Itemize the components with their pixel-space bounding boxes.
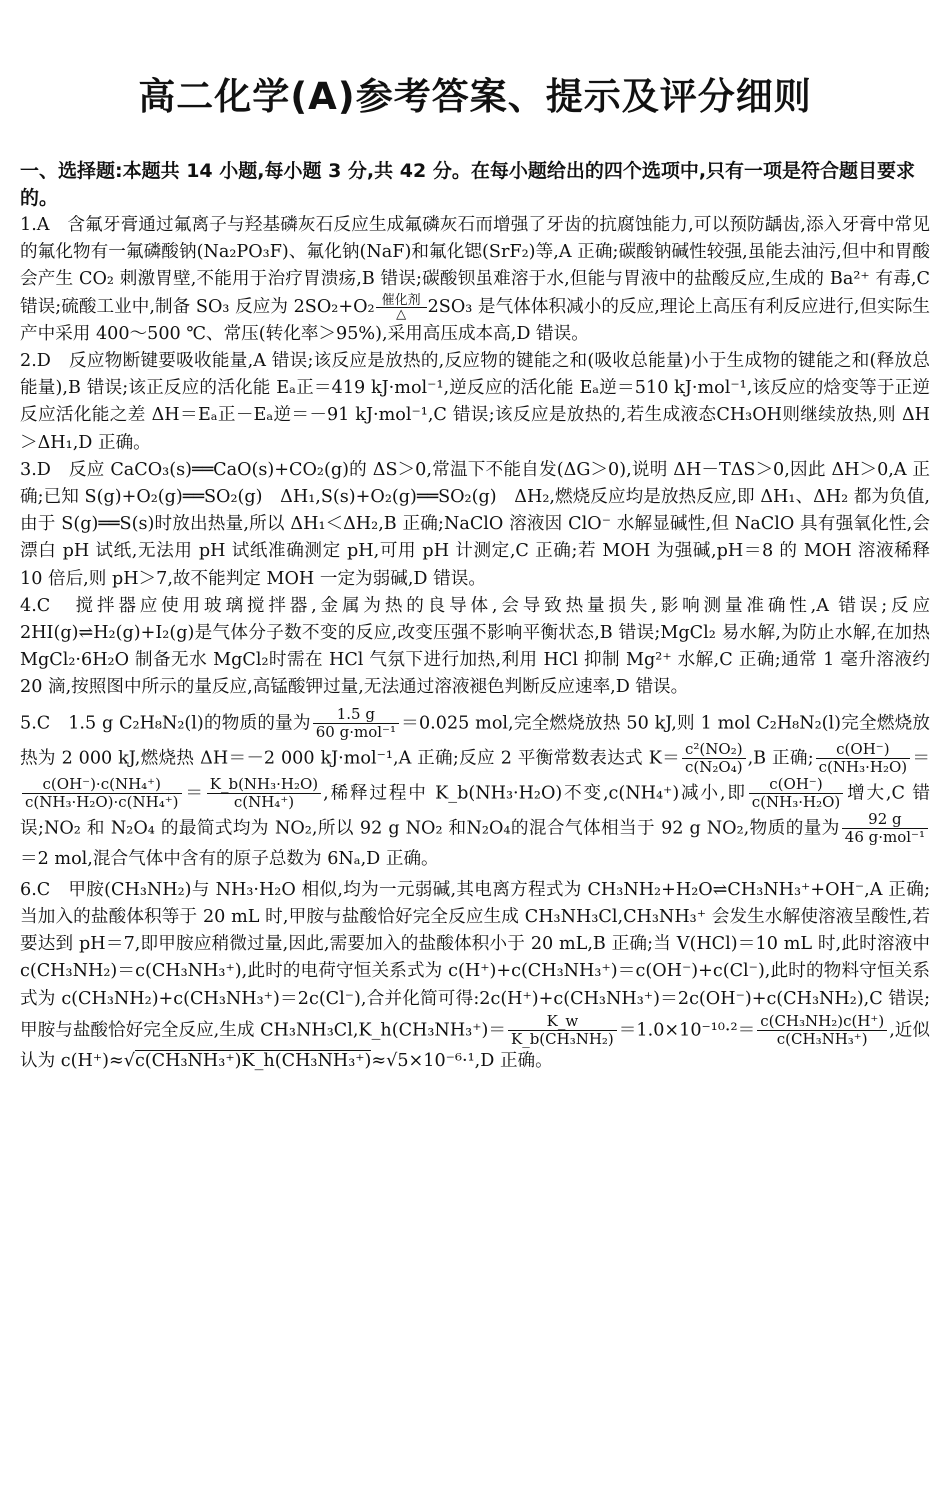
answer-item-1 [20,212,930,348]
fraction [207,776,321,811]
answer-1-text-a: 1.A 含氟牙膏通过氟离子与羟基磷灰石反应生成氟磷灰石而增强了牙齿的抗腐蚀能力,可以预防龋齿,添入牙膏中常见的氟化物有一氟磷酸钠(Na₂PO₃F)、氟化钠(NaF)和氟化锶(SrF₂)等,A 正确;碳酸钠碱性较强,虽能去油污,但中和胃酸会产生 CO₂ 刺激胃壁,不能用于治疗胃溃疡,B 错误;碳酸钡虽难溶于水,但能与胃液中的盐酸反应,生成的 Ba²⁺ 有毒,C 错误;硫酸工业中,制备 SO₃ 反应为 2SO₂+O₂ [20,215,930,317]
fraction-denominator: c(NH₃·H₂O)·c(NH₄⁺) [25,792,179,811]
fraction [682,741,746,776]
fraction-numerator: 92 g [842,811,928,829]
fraction-denominator: c(NH₃·H₂O) [818,757,908,776]
fraction-denominator: c(N₂O₄) [685,757,743,776]
fraction [816,741,910,776]
answer-6-text-b: ＝1.0×10⁻¹⁰·²＝ [618,1020,756,1041]
fraction-numerator: c(CH₃NH₂)c(H⁺) [757,1013,887,1031]
answer-6-text-a: 6.C 甲胺(CH₃NH₂)与 NH₃·H₂O 相似,均为一元弱碱,其电离方程式为 CH₃NH₂+H₂O⇌CH₃NH₃⁺+OH⁻,A 正确;当加入的盐酸体积等于 20 mL 时,甲胺与盐酸恰好完全反应生成 CH₃NH₃Cl,CH₃NH₃⁺ 会发生水解使溶液呈酸性,若要达到 pH＝7,即甲胺应稍微过量,因此,需要加入的盐酸体积小于 20 mL,B 正确;当 V(HCl)＝10 mL 时,此时溶液中 c(CH₃NH₂)＝c(CH₃NH₃⁺),此时的电荷守恒关系式为 c(H⁺)+c(CH₃NH₃⁺)＝c(OH⁻)+c(Cl⁻),此时的物料守恒关系式为 c(CH₃NH₂)+c(CH₃NH₃⁺)＝2c(Cl⁻),合并化简可得:2c(H⁺)+c(CH₃NH₃⁺)＝2c(OH⁻)+c(CH₃NH₂),C 错误;甲胺与盐酸恰好完全反应,生成 CH₃NH₃Cl,K_h(CH₃NH₃⁺)＝ [20,879,930,1041]
fraction [313,706,399,741]
catalyst-arrow [376,294,427,321]
fraction-denominator: 60 g·mol⁻¹ [315,722,396,741]
page-title: 高二化学(A)参考答案、提示及评分细则 [138,75,812,118]
square-root-content: c(CH₃NH₃⁺)K_h(CH₃NH₃⁺) [134,1050,372,1071]
equals-sign: ＝ [183,783,205,804]
fraction [749,776,843,811]
fraction-numerator: 1.5 g [313,706,399,724]
answer-5-text-f: ＝2 mol,混合气体中含有的原子总数为 6Nₐ,D 正确。 [20,848,439,869]
answer-5-text-d: ,稀释过程中 K_b(NH₃·H₂O)不变,c(NH₄⁺)减小,即 [323,783,747,804]
equals-sign: ＝ [912,748,930,769]
fraction-denominator: c(NH₃·H₂O) [751,792,841,811]
answer-5-text-b: ＝0.025 mol,完全燃烧放热 50 kJ,则 1 mol C₂H₈N₂(l)完全燃烧放热为 2 000 kJ,燃烧热 ΔH＝－2 000 kJ·mol⁻¹,A 正确;反应 2 平衡常数表达式 K＝ [20,713,931,769]
fraction-numerator: c²(NO₂) [682,741,746,759]
fraction-denominator: 46 g·mol⁻¹ [844,827,925,846]
answer-item-2: 2.D 反应物断键要吸收能量,A 错误;该反应是放热的,反应物的键能之和(吸收总能量)小于生成物的键能之和(释放总能量),B 错误;该正反应的活化能 Eₐ正＝419 kJ·mol⁻¹,逆反应的活化能 Eₐ逆＝510 kJ·mol⁻¹,该反应的焓变等于正逆反应活化能之差 ΔH＝Eₐ正－Eₐ逆＝－91 kJ·mol⁻¹,C 错误;该反应是放热的,若生成液态CH₃OH则继续放热,则 ΔH＞ΔH₁,D 正确。 [20,351,930,453]
fraction-numerator: c(OH⁻) [749,776,843,794]
catalyst-label: 催化剂 [376,294,427,308]
fraction-denominator: K_b(CH₃NH₂) [510,1029,614,1048]
fraction-denominator: c(CH₃NH₃⁺) [776,1029,868,1048]
answer-list [20,212,930,1075]
fraction [757,1013,887,1048]
fraction [508,1013,617,1048]
fraction-denominator: c(NH₄⁺) [233,792,295,811]
answer-1-text-b: 2SO₃ 是气体体积减小的反应,理论上高压有利反应进行,但实际生产中采用 400～500 ℃、常压(转化率＞95%),采用高压成本高,D 错误。 [20,296,930,344]
answer-item-3: 3.D 反应 CaCO₃(s)══CaO(s)+CO₂(g)的 ΔS＞0,常温下不能自发(ΔG＞0),说明 ΔH－TΔS＞0,因此 ΔH＞0,A 正确;已知 S(g)+O₂(g)══SO₂(g) ΔH₁,S(s)+O₂(g)══SO₂(g) ΔH₂,燃烧反应均是放热反应,即 ΔH₁、ΔH₂ 都为负值,由于 S(g)══S(s)时放出热量,所以 ΔH₁＜ΔH₂,B 正确;NaClO 溶液因 ClO⁻ 水解显碱性,但 NaClO 具有强氧化性,会漂白 pH 试纸,无法用 pH 试纸准确测定 pH,可用 pH 计测定,C 正确;若 MOH 为强碱,pH＝8 的 MOH 溶液稀释 10 倍后,则 pH＞7,故不能判定 MOH 一定为弱碱,D 错误。 [20,459,930,589]
answer-item-6 [20,877,930,1075]
answer-item-5 [20,706,930,873]
fraction-numerator: K_w [508,1013,617,1031]
section-heading: 一、选择题:本题共 14 小题,每小题 3 分,共 42 分。在每小题给出的四个选项中,只有一项是符合题目要求的。 [20,160,916,209]
answer-item-4: 4.C 搅拌器应使用玻璃搅拌器,金属为热的良导体,会导致热量损失,影响测量准确性,A 错误;反应 2HI(g)⇌H₂(g)+I₂(g)是气体分子数不变的反应,改变压强不影响平衡状态,B 错误;MgCl₂ 易水解,为防止水解,在加热 MgCl₂·6H₂O 制备无水 MgCl₂时需在 HCl 气氛下进行加热,利用 HCl 抑制 Mg²⁺ 水解,C 正确;通常 1 毫升溶液约 20 滴,按照图中所示的量反应,高锰酸钾过量,无法通过溶液褪色判断反应速率,D 错误。 [20,595,930,698]
fraction-numerator: K_b(NH₃·H₂O) [207,776,321,794]
fraction [22,776,182,811]
answer-6-text-c: ,近似认为 c(H⁺)≈√ [20,1020,930,1071]
fraction-numerator: c(OH⁻) [816,741,910,759]
heat-symbol: △ [396,306,407,322]
answer-5-text-e: 增大,C 错误;NO₂ 和 N₂O₄ 的最简式均为 NO₂,所以 92 g NO₂ 和N₂O₄的混合气体相当于 92 g NO₂,物质的量为 [20,783,930,839]
fraction [842,811,928,846]
answer-5-text-a: 5.C 1.5 g C₂H₈N₂(l)的物质的量为 [20,713,311,734]
answer-5-text-c: ,B 正确; [747,748,814,769]
answer-6-text-d: ≈√5×10⁻⁶·¹,D 正确。 [371,1050,553,1071]
fraction-numerator: c(OH⁻)·c(NH₄⁺) [22,776,182,794]
